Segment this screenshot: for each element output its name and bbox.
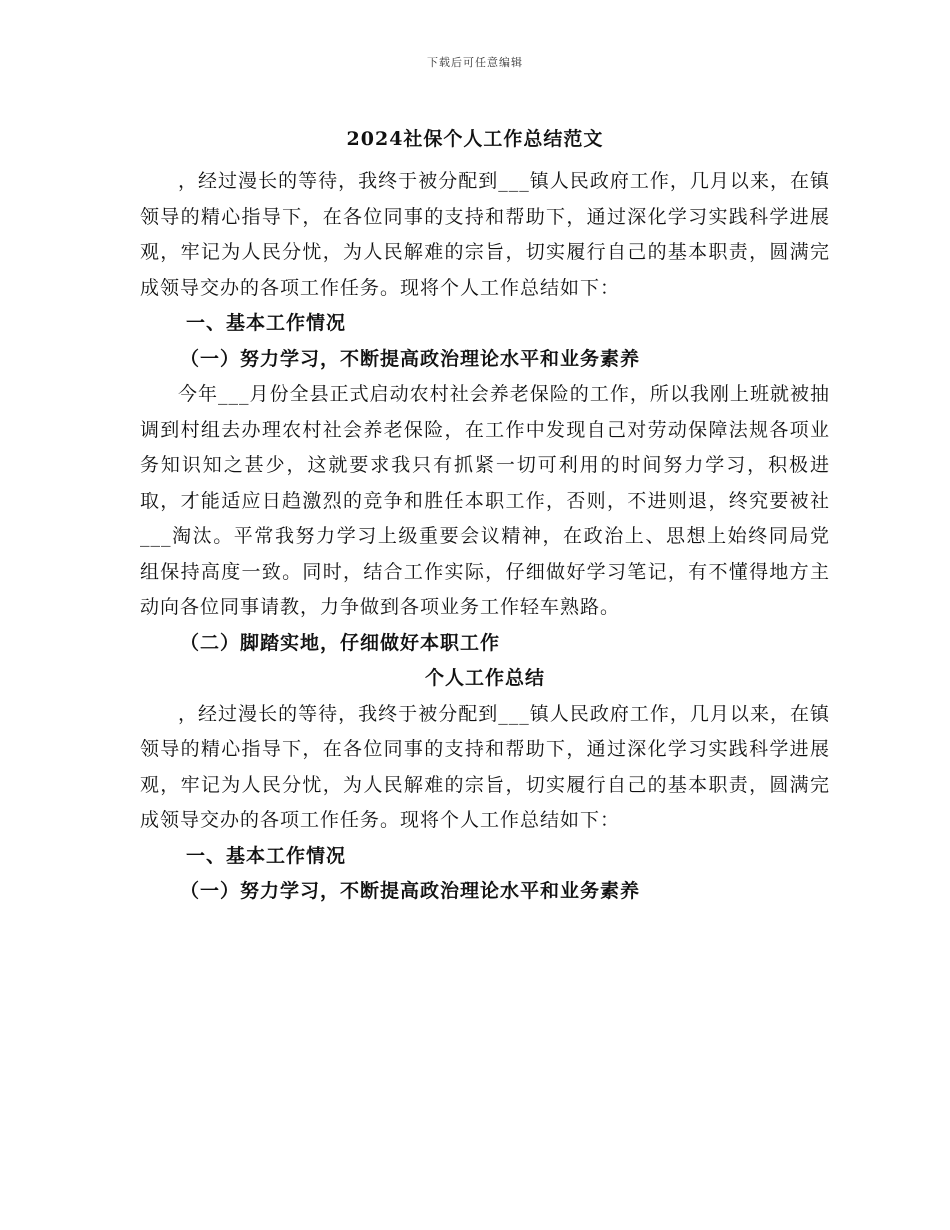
subsection-heading-study-repeat: （一）努力学习，不断提高政治理论水平和业务素养 <box>180 880 641 902</box>
study-paragraph: 今年___月份全县正式启动农村社会养老保险的工作，所以我刚上班就被抽调到村组去办理农村社会养老保险，在工作中发现自己对劳动保障法规各项业务知识知之甚少，这就要求我只有抓紧一切可利用的时间努力学习，积极进取，才能适应日趋激烈的竞争和胜任本职工作，否则，不进则退，终究要被社___淘汰。平常我努力学习上级重要会议精神，在政治上、思想上始终同局党组保持高度一致。同时，结合工作实际，仔细做好学习笔记，有不懂得地方主动向各位同事请教，力争做到各项业务工作轻车熟路。 <box>140 383 830 618</box>
intro-paragraph-repeat: ，经过漫长的等待，我终于被分配到___镇人民政府工作，几月以来，在镇领导的精心指导下，在各位同事的支持和帮助下，通过深化学习实践科学进展观，牢记为人民分忧，为人民解难的宗旨，切实履行自己的基本职责，圆满完成领导交办的各项工作任务。现将个人工作总结如下： <box>140 702 830 831</box>
header-note: 下载后可任意编辑 <box>427 56 523 69</box>
document-body <box>140 164 830 910</box>
section-heading-basic-work: 一、基本工作情况 <box>186 312 347 334</box>
document-title: 2024社保个人工作总结范文 <box>346 128 604 150</box>
intro-paragraph: ，经过漫长的等待，我终于被分配到___镇人民政府工作，几月以来，在镇领导的精心指导下，在各位同事的支持和帮助下，通过深化学习实践科学进展观，牢记为人民分忧，为人民解难的宗旨，切实履行自己的基本职责，圆满完成领导交办的各项工作任务。现将个人工作总结如下： <box>140 170 830 299</box>
section-heading-basic-work-repeat: 一、基本工作情况 <box>186 844 347 867</box>
subsection-heading-study: （一）努力学习，不断提高政治理论水平和业务素养 <box>180 347 641 370</box>
subsection-heading-duty: （二）脚踏实地，仔细做好本职工作 <box>180 631 501 654</box>
personal-summary-heading: 个人工作总结 <box>424 667 545 689</box>
